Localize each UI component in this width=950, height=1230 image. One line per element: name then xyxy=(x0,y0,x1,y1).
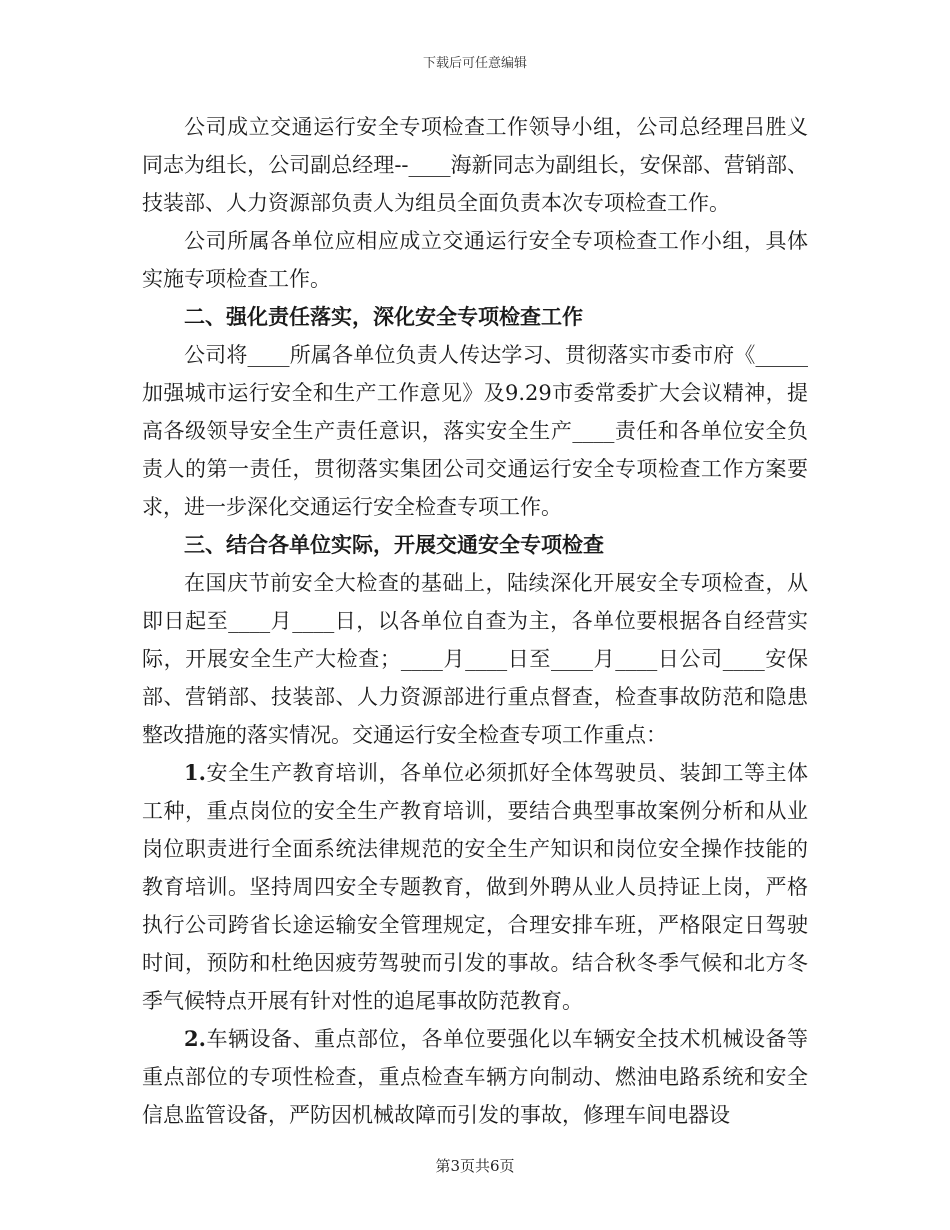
list-item-2-number: 2. xyxy=(184,1026,206,1051)
paragraph-unit-groups: 公司所属各单位应相应成立交通运行安全专项检查工作小组，具体实施专项检查工作。 xyxy=(142,229,808,291)
document-body xyxy=(142,108,808,1134)
paragraph-leadership-group: 公司成立交通运行安全专项检查工作领导小组，公司总经理吕胜义同志为组长，公司副总经理--____海新同志为副组长，安保部、营销部、技装部、人力资源部负责人为组员全面负责本次专项检查工作。 xyxy=(142,115,808,215)
list-item-2 xyxy=(142,1020,808,1134)
list-item-2-text: 车辆设备、重点部位，各单位要强化以车辆安全技术机械设备等重点部位的专项性检查，重点检查车辆方向制动、燃油电路系统和安全信息监管设备，严防因机械故障而引发的事故，修理车间电器设 xyxy=(142,1027,808,1127)
paragraph-responsibility: 公司将____所属各单位负责人传达学习、贯彻落实市委市府《_____加强城市运行安全和生产工作意见》及9.29市委常委扩大会议精神，提高各级领导安全生产责任意识，落实安全生产____责任和各单位安全负责人的第一责任，贯彻落实集团公司交通运行安全专项检查工作方案要求，进一步深化交通运行安全检查专项工作。 xyxy=(142,343,808,519)
list-item-1-text: 安全生产教育培训，各单位必须抓好全体驾驶员、装卸工等主体工种，重点岗位的安全生产教育培训，要结合典型事故案例分析和从业岗位职责进行全面系统法律规范的安全生产知识和岗位安全操作技能的教育培训。坚持周四安全专题教育，做到外聘从业人员持证上岗，严格执行公司跨省长途运输安全管理规定，合理安排车班，严格限定日驾驶时间，预防和杜绝因疲劳驾驶而引发的事故。结合秋冬季气候和北方冬季气候特点开展有针对性的追尾事故防范教育。 xyxy=(142,761,808,1013)
page-footer: 第3页共6页 xyxy=(435,1157,515,1175)
list-item-1 xyxy=(142,754,808,1020)
list-item-1-number: 1. xyxy=(184,760,206,785)
section-heading-2: 二、强化责任落实，深化安全专项检查工作 xyxy=(184,305,583,329)
paragraph-inspection-schedule: 在国庆节前安全大检查的基础上，陆续深化开展安全专项检查，从即日起至____月____日，以各单位自查为主，各单位要根据各自经营实际，开展安全生产大检查；____月____日至____月____日公司____安保部、营销部、技装部、人力资源部进行重点督查，检查事故防范和隐患整改措施的落实情况。交通运行安全检查专项工作重点： xyxy=(142,571,808,747)
page-header: 下载后可任意编辑 xyxy=(422,56,527,71)
section-heading-3: 三、结合各单位实际，开展交通安全专项检查 xyxy=(184,533,604,557)
